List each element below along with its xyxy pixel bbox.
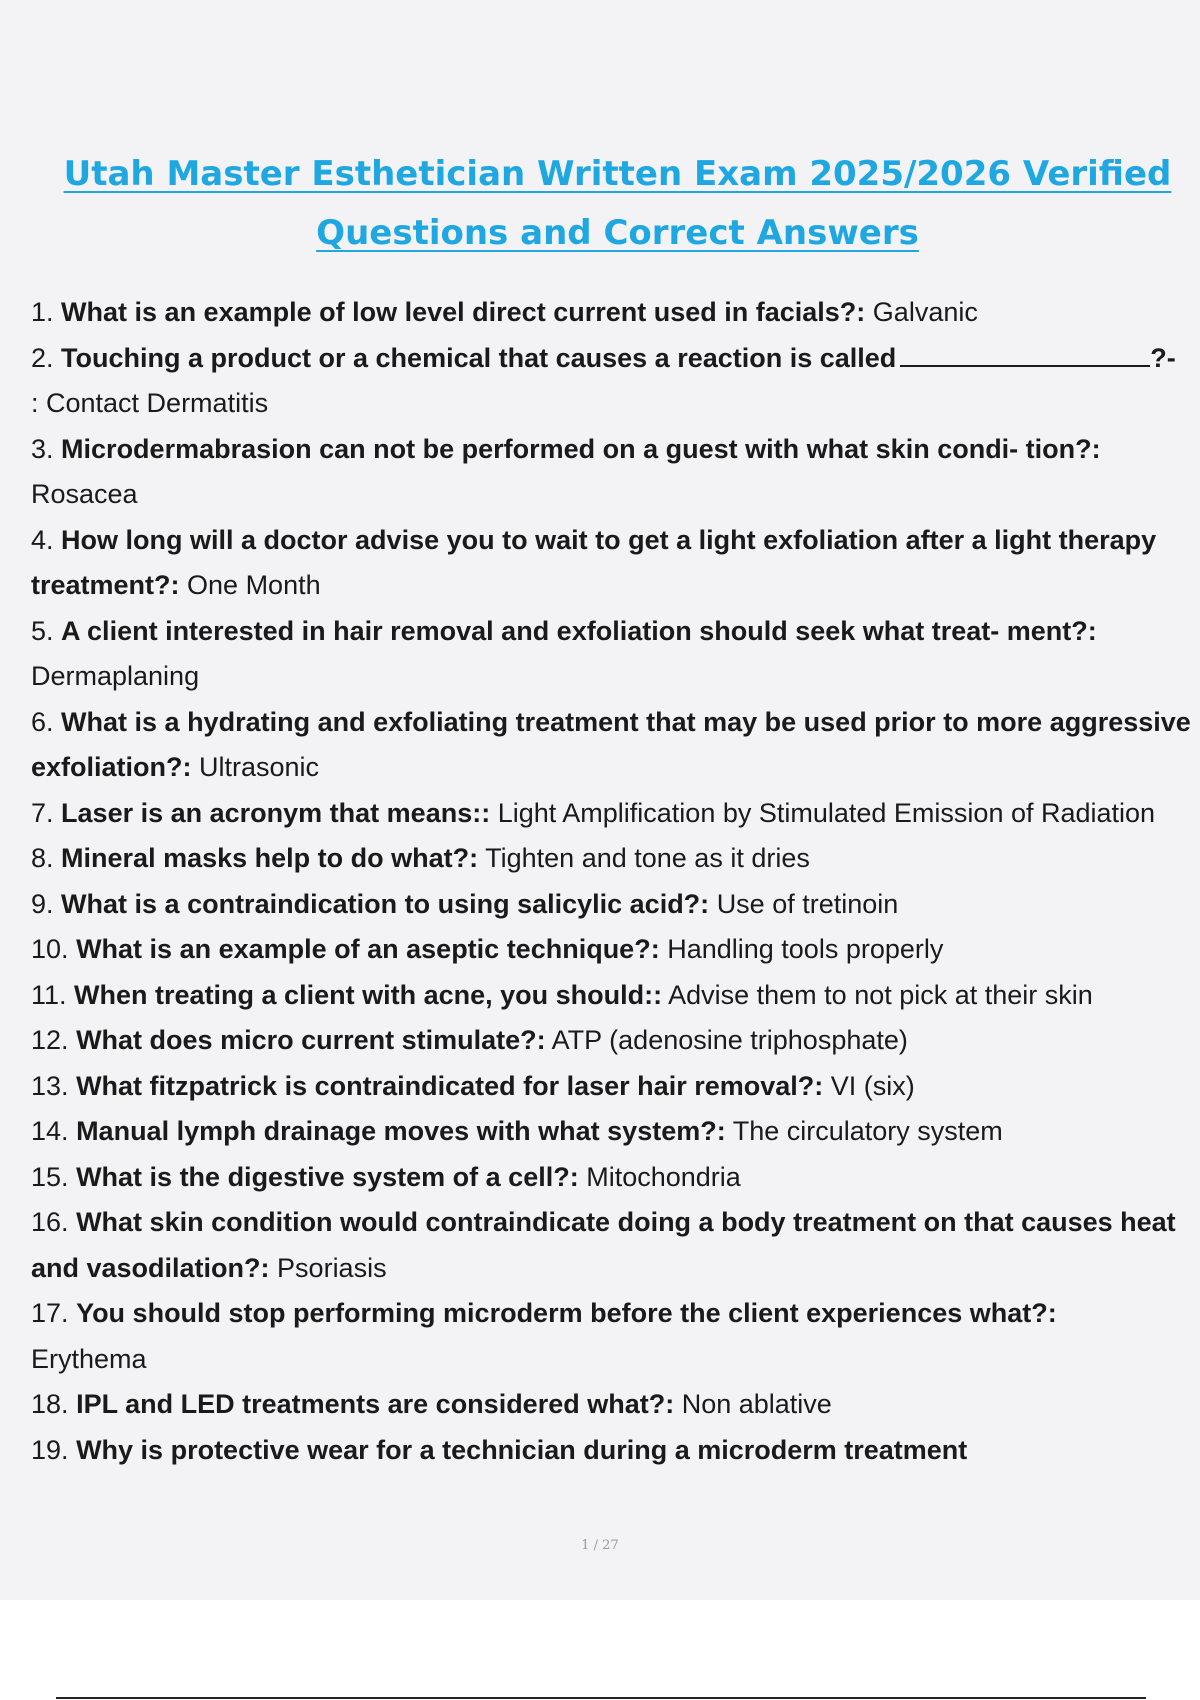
question-item	[31, 1018, 1191, 1064]
question-item	[31, 609, 1191, 700]
answer-text: Use of tretinoin	[716, 888, 899, 919]
answer-text: Handling tools properly	[667, 934, 944, 964]
answer-text: VI (six)	[830, 1070, 915, 1101]
question-number: 18.	[31, 1389, 69, 1419]
question-number: 4.	[31, 524, 54, 555]
question-item	[31, 518, 1191, 609]
answer-text: Galvanic	[872, 297, 978, 327]
question-text: What fitzpatrick is contraindicated for laser hair removal?:	[76, 1070, 824, 1101]
answer-text: ATP (adenosine triphosphate)	[551, 1025, 908, 1055]
question-text: What is a hydrating and exfoliating treatment that may be used prior to more aggressive exfoliation?:	[31, 706, 1191, 782]
question-item	[31, 927, 1191, 973]
document-title	[40, 145, 1195, 263]
answer-text: : Contact Dermatitis	[31, 388, 269, 418]
question-text: Why is protective wear for a technician during a microderm treatment	[76, 1434, 968, 1465]
question-number: 13.	[31, 1070, 69, 1101]
question-item	[31, 336, 1191, 427]
question-text: What is a contraindication to using salicylic acid?:	[61, 888, 710, 919]
question-text: What skin condition would contraindicate doing a body treatment on that causes heat and vasodilation?:	[31, 1207, 1176, 1283]
question-item	[31, 1200, 1191, 1291]
question-number: 12.	[31, 1025, 69, 1055]
question-item	[31, 1428, 1191, 1474]
question-item	[31, 973, 1191, 1019]
question-number: 6.	[31, 706, 54, 737]
question-text: A client interested in hair removal and exfoliation should seek what treat- ment?:	[61, 615, 1097, 646]
question-text: When treating a client with acne, you should::	[74, 979, 663, 1010]
answer-text: Erythema	[31, 1343, 147, 1374]
question-number: 11.	[31, 979, 67, 1010]
answer-text: Ultrasonic	[199, 752, 320, 782]
question-item	[31, 700, 1191, 791]
question-text: Mineral masks help to do what?:	[61, 843, 479, 873]
question-text: Microdermabrasion can not be performed on a guest with what skin condi- tion?:	[61, 433, 1101, 464]
question-number: 8.	[31, 843, 54, 873]
question-number: 15.	[31, 1161, 69, 1192]
question-number: 14.	[31, 1116, 69, 1146]
question-number: 16.	[31, 1207, 69, 1237]
question-item	[31, 1291, 1191, 1382]
question-number: 17.	[31, 1298, 69, 1328]
fill-in-blank-line	[900, 345, 1150, 367]
question-text: Manual lymph drainage moves with what system?:	[76, 1116, 726, 1146]
question-text: How long will a doctor advise you to wait to get a light exfoliation after a light therapy treatment?:	[31, 524, 1157, 600]
title-line-2: Questions and Correct Answers	[316, 212, 919, 253]
question-text: Touching a product or a chemical that causes a reaction is called	[61, 342, 897, 373]
answer-text: Dermaplaning	[31, 661, 200, 691]
question-list	[31, 290, 1191, 1473]
question-item	[31, 1382, 1191, 1428]
question-item	[31, 882, 1191, 928]
question-number: 7.	[31, 797, 54, 828]
question-number: 19.	[31, 1434, 69, 1465]
question-text: What is an example of an aseptic technique?:	[76, 934, 660, 964]
question-item	[31, 791, 1191, 837]
page-number: 1 / 27	[581, 1538, 619, 1553]
question-item	[31, 290, 1191, 336]
question-text: IPL and LED treatments are considered what?:	[76, 1389, 675, 1419]
answer-text: Mitochondria	[586, 1161, 741, 1192]
question-text: You should stop performing microderm before the client experiences what?:	[76, 1298, 1057, 1328]
question-number: 1.	[31, 297, 54, 327]
question-text: What does micro current stimulate?:	[76, 1025, 546, 1055]
question-text-tail: ?-	[1150, 342, 1176, 373]
next-page-rule	[56, 1697, 1146, 1699]
question-number: 2.	[31, 342, 54, 373]
question-text: Laser is an acronym that means::	[61, 797, 491, 828]
question-text: What is an example of low level direct current used in facials?:	[61, 297, 866, 327]
answer-text: Tighten and tone as it dries	[485, 843, 810, 873]
answer-text: Psoriasis	[277, 1252, 387, 1283]
question-number: 10.	[31, 934, 69, 964]
question-number: 5.	[31, 615, 54, 646]
question-number: 3.	[31, 433, 54, 464]
question-item	[31, 1064, 1191, 1110]
answer-text: One Month	[187, 570, 321, 600]
question-number: 9.	[31, 888, 54, 919]
question-text: What is the digestive system of a cell?:	[76, 1161, 579, 1192]
answer-text: Rosacea	[31, 479, 138, 509]
answer-text: Non ablative	[681, 1389, 832, 1419]
answer-text: Advise them to not pick at their skin	[668, 979, 1093, 1010]
answer-text: The circulatory system	[732, 1116, 1003, 1146]
answer-text: Light Amplification by Stimulated Emission of Radiation	[497, 797, 1156, 828]
question-item	[31, 427, 1191, 518]
question-item	[31, 1155, 1191, 1201]
title-line-1: Utah Master Esthetician Written Exam 2025/2026 Verified	[63, 153, 1172, 194]
question-item	[31, 1109, 1191, 1155]
question-item	[31, 836, 1191, 882]
